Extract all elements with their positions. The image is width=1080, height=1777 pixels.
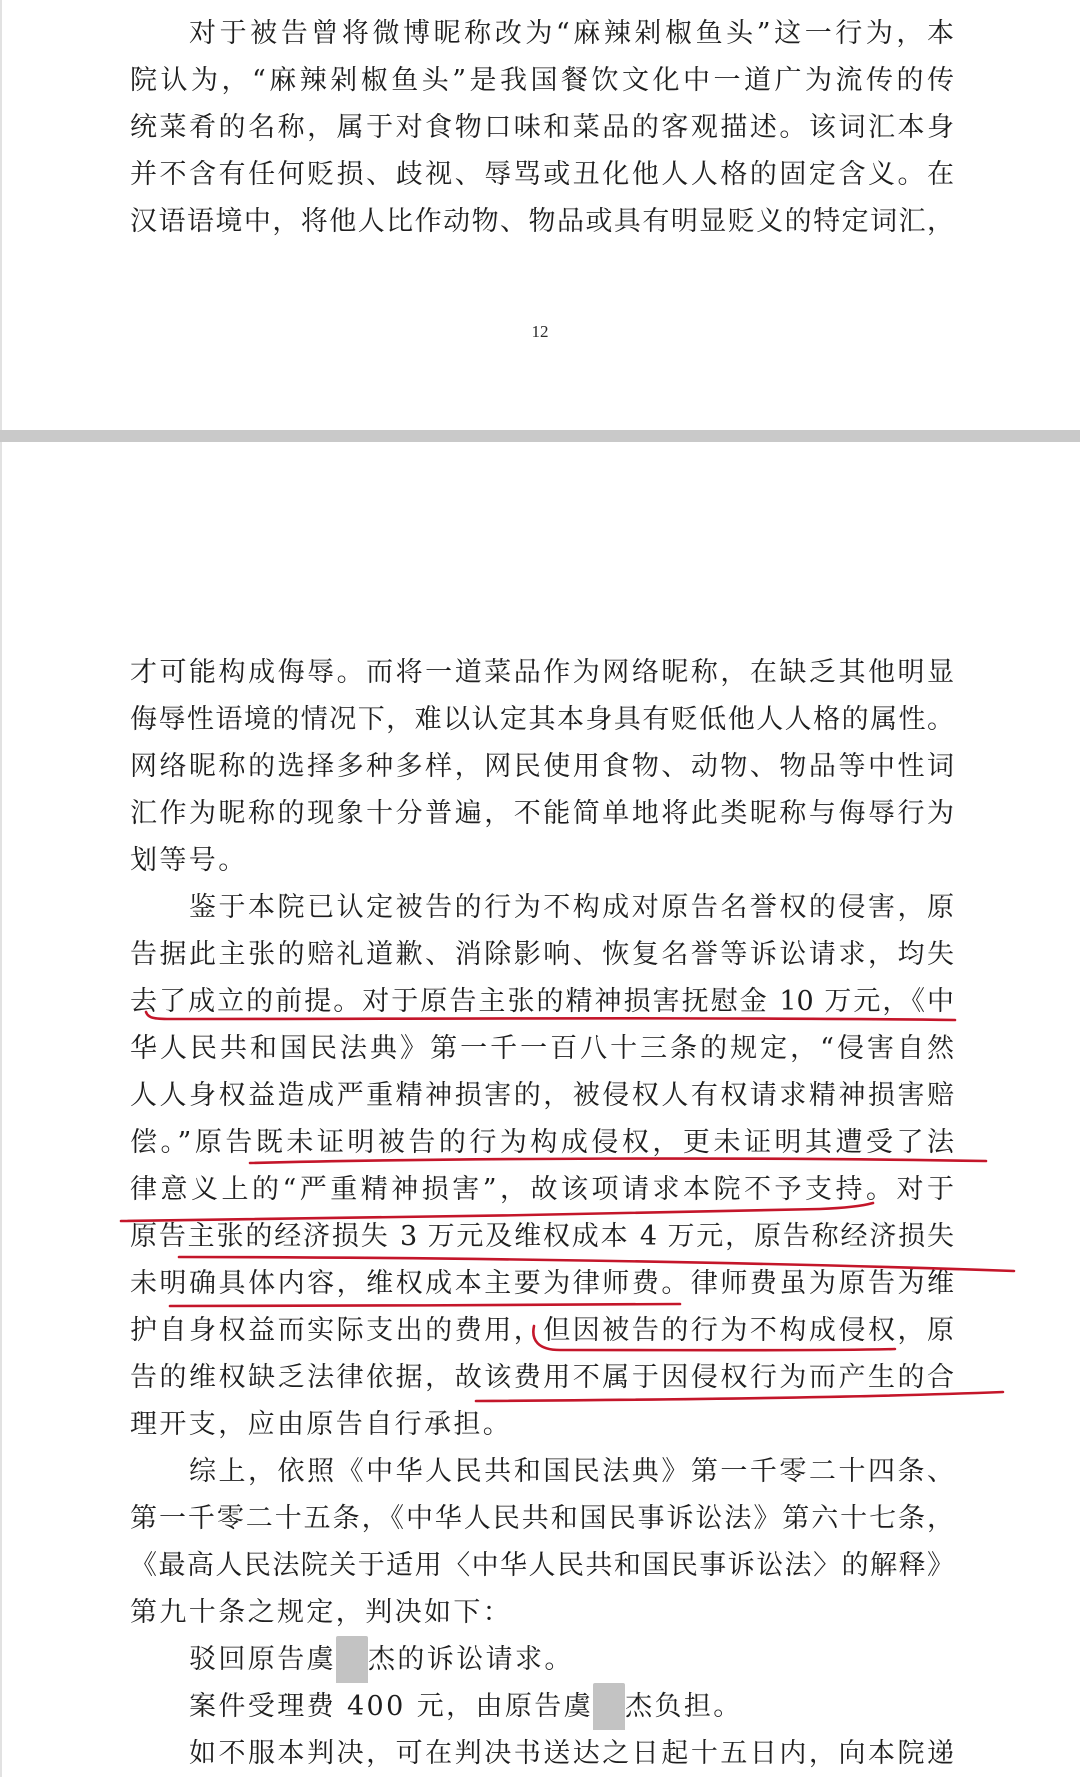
paragraph [130, 884, 954, 1448]
text-line: 理开支，应由原告自行承担。 [130, 1409, 513, 1440]
text-line: 律意义上的“严重精神损害”，故该项请求本院不予支持。对于 [130, 1174, 954, 1205]
paragraph [130, 649, 954, 884]
text-line: 去了成立的前提。对于原告主张的精神损害抚慰金 10 万元，《中 [130, 986, 954, 1017]
text-line: 原告主张的经济损失 3 万元及维权成本 4 万元，原告称经济损失 [130, 1221, 954, 1252]
document-page-next [0, 442, 1080, 1777]
text-line: 并不含有任何贬损、歧视、辱骂或丑化他人人格的固定含义。在 [130, 159, 954, 190]
text-segment: 案件受理费 400 元，由原告虞 [189, 1691, 594, 1722]
page-separator [0, 430, 1080, 442]
text-segment: 杰负担。 [625, 1691, 743, 1722]
text-line: 偿。”原告既未证明被告的行为构成侵权，更未证明其遭受了法 [130, 1127, 954, 1158]
text-line: 鉴于本院已认定被告的行为不构成对原告名誉权的侵害，原 [189, 892, 954, 923]
text-line: 告据此主张的赔礼道歉、消除影响、恢复名誉等诉讼请求，均失 [130, 939, 954, 970]
redacted-name-box [593, 1683, 625, 1730]
text-line: 第一千零二十五条，《中华人民共和国民事诉讼法》第六十七条， [130, 1503, 954, 1534]
text-line: 护自身权益而实际支出的费用，但因被告的行为不构成侵权，原 [130, 1315, 954, 1346]
text-line: 告的维权缺乏法律依据，故该费用不属于因侵权行为而产生的合 [130, 1362, 954, 1393]
text-line: 才可能构成侮辱。而将一道菜品作为网络昵称，在缺乏其他明显 [130, 657, 954, 688]
page-number: 12 [531, 322, 549, 341]
text-segment: 驳回原告虞 [189, 1644, 336, 1675]
text-line: 侮辱性语境的情况下，难以认定其本身具有贬低他人人格的属性。 [130, 704, 954, 735]
text-line [189, 1636, 954, 1683]
text-line: 划等号。 [130, 845, 248, 876]
text-line: 统菜肴的名称，属于对食物口味和菜品的客观描述。该词汇本身 [130, 112, 954, 143]
text-line: 人人身权益造成严重精神损害的，被侵权人有权请求精神损害赔 [130, 1080, 954, 1111]
paragraph [130, 1730, 954, 1777]
paragraph [130, 1636, 954, 1683]
paragraph [130, 1448, 954, 1636]
text-line: 如不服本判决，可在判决书送达之日起十五日内，向本院递 [189, 1738, 954, 1769]
text-line: 对于被告曾将微博昵称改为“麻辣剁椒鱼头”这一行为，本 [189, 18, 954, 49]
paragraph [130, 10, 954, 245]
text-segment: 杰的诉讼请求。 [368, 1644, 574, 1675]
paragraph [130, 1683, 954, 1730]
text-line: 汉语语境中，将他人比作动物、物品或具有明显贬义的特定词汇， [130, 206, 954, 237]
text-line: 汇作为昵称的现象十分普遍，不能简单地将此类昵称与侮辱行为 [130, 798, 954, 829]
page-body [130, 649, 954, 1777]
text-line: 第九十条之规定，判决如下： [130, 1597, 513, 1628]
text-line: 综上，依照《中华人民共和国民法典》第一千零二十四条、 [189, 1456, 954, 1487]
text-line [189, 1683, 954, 1730]
text-line: 未明确具体内容，维权成本主要为律师费。律师费虽为原告为维 [130, 1268, 954, 1299]
text-line: 院认为，“麻辣剁椒鱼头”是我国餐饮文化中一道广为流传的传 [130, 65, 954, 96]
redacted-name-box [336, 1636, 368, 1683]
text-line: 网络昵称的选择多种多样，网民使用食物、动物、物品等中性词 [130, 751, 954, 782]
text-line: 华人民共和国民法典》第一千一百八十三条的规定，“侵害自然 [130, 1033, 954, 1064]
document-page-12 [0, 0, 1080, 430]
text-line: 《最高人民法院关于适用〈中华人民共和国民事诉讼法〉的解释》 [130, 1550, 954, 1581]
